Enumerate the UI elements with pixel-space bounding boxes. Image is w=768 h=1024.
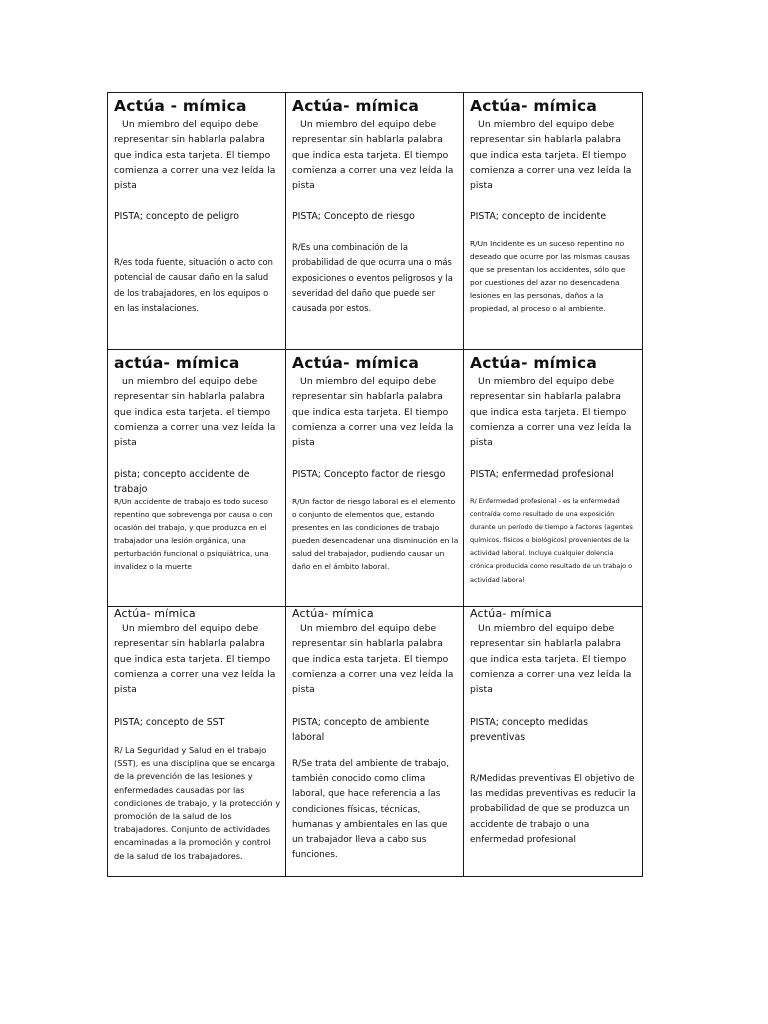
card-row	[108, 350, 643, 607]
card-clue: PISTA; Concepto de riesgo	[292, 211, 415, 222]
card-ambiente-laboral	[286, 607, 464, 877]
card-instructions: Un miembro del equipo debe representar sin hablarla palabra que indica esta tarjeta. El tiempo comienza a correr una vez leída la pista	[114, 119, 276, 192]
card-clue: PISTA; concepto de peligro	[114, 211, 239, 222]
card-instructions: Un miembro del equipo debe representar sin hablarla palabra que indica esta tarjeta. El tiempo comienza a correr una vez leída la pista	[114, 623, 276, 696]
card-instructions: Un miembro del equipo debe representar sin hablarla palabra que indica esta tarjeta. El tiempo comienza a correr una vez leída la pista	[470, 623, 632, 696]
card-answer: R/es toda fuente, situación o acto con potencial de causar daño en la salud de los trabajadores, en los equipos o en las instalaciones.	[114, 257, 273, 313]
card-title: Actúa- mímica	[470, 97, 598, 115]
card-instructions: Un miembro del equipo debe representar sin hablarla palabra que indica esta tarjeta. El tiempo comienza a correr una vez leída la pista	[470, 376, 632, 449]
card-title: Actúa- mímica	[292, 607, 374, 620]
card-riesgo	[286, 93, 464, 350]
card-answer: R/ La Seguridad y Salud en el trabajo (SST), es una disciplina que se encarga de la prevención de las lesiones y enfermedades causadas por las condiciones de trabajo, y la protección y promoción de la salud de los trabajadores. Conjunto de actividades encaminadas a la promoción y control de la salud de los trabajadores.	[114, 745, 281, 861]
card-instructions: Un miembro del equipo debe representar sin hablarla palabra que indica esta tarjeta. El tiempo comienza a correr una vez leída la pista	[292, 376, 454, 449]
card-medidas-preventivas	[464, 607, 643, 877]
card-clue: PISTA; concepto de SST	[114, 717, 225, 728]
card-instructions: Un miembro del equipo debe representar sin hablarla palabra que indica esta tarjeta. El tiempo comienza a correr una vez leída la pista	[292, 119, 454, 192]
card-title: Actúa- mímica	[292, 354, 420, 372]
card-title: actúa- mímica	[114, 354, 240, 372]
card-title: Actúa- mímica	[292, 97, 420, 115]
card-answer: R/Un factor de riesgo laboral es el elemento o conjunto de elementos que, estando presentes en las condiciones de trabajo pueden desencadenar una disminución en la salud del trabajador, pudiendo causar un daño en el ámbito laboral.	[292, 497, 459, 571]
card-title: Actúa- mímica	[470, 607, 552, 620]
card-peligro	[108, 93, 286, 350]
card-answer: R/ Enfermedad profesional - es la enfermedad contraída como resultado de una exposición durante un período de tiempo a factores (agentes químicos, físicos o biológicos) provenientes de la actividad laboral. Incluye cualquier dolencia crónica producida como resultado de un trabajo o actividad laboral	[470, 497, 633, 584]
card-instructions: Un miembro del equipo debe representar sin hablarla palabra que indica esta tarjeta. El tiempo comienza a correr una vez leída la pista	[470, 119, 632, 192]
card-grid	[107, 92, 643, 877]
card-incidente	[464, 93, 643, 350]
card-answer: R/Medidas preventivas El objetivo de las medidas preventivas es reducir la probabilidad de que se produzca un accidente de trabajo o una enfermedad profesional	[470, 774, 636, 845]
card-clue: PISTA; concepto medidas preventivas	[470, 717, 589, 743]
card-sst	[108, 607, 286, 877]
card-enfermedad-profesional	[464, 350, 643, 607]
card-answer: R/Se trata del ambiente de trabajo, también conocido como clima laboral, que hace referencia a las condiciones físicas, técnicas, humanas y ambientales en las que un trabajador lleva a cabo sus funciones.	[292, 759, 450, 861]
card-answer: R/Un accidente de trabajo es todo suceso repentino que sobrevenga por causa o con ocasión del trabajo, y que produzca en el trabajador una lesión orgánica, una perturbación funcional o psiquiátrica, una invalidez o la muerte	[114, 497, 273, 571]
card-title: Actúa- mímica	[114, 607, 196, 620]
card-factor-riesgo	[286, 350, 464, 607]
card-answer: R/Es una combinación de la probabilidad de que ocurra una o más exposiciones o eventos peligrosos y la severidad del daño que puede ser causada por estos.	[292, 242, 453, 314]
card-clue: pista; concepto accidente de trabajo	[114, 469, 250, 495]
card-clue: PISTA; concepto de incidente	[470, 211, 607, 222]
card-accidente-trabajo	[108, 350, 286, 607]
card-row	[108, 607, 643, 877]
card-clue: PISTA; concepto de ambiente laboral	[292, 717, 430, 743]
card-row	[108, 93, 643, 350]
card-instructions: Un miembro del equipo debe representar sin hablarla palabra que indica esta tarjeta. El tiempo comienza a correr una vez leída la pista	[292, 623, 454, 696]
card-title: Actúa- mímica	[470, 354, 598, 372]
card-clue: PISTA; enfermedad profesional	[470, 469, 614, 480]
card-instructions: un miembro del equipo debe representar sin hablarla palabra que indica esta tarjeta. el tiempo comienza a correr una vez leída la pista	[114, 376, 276, 449]
card-clue: PISTA; Concepto factor de riesgo	[292, 469, 446, 480]
card-answer: R/Un Incidente es un suceso repentino no deseado que ocurre por las mismas causas que se presentan los accidentes, sólo que por cuestiones del azar no desencadena lesiones en las personas, daños a la propiedad, al proceso o al ambiente.	[470, 239, 630, 313]
card-title: Actúa - mímica	[114, 97, 247, 115]
